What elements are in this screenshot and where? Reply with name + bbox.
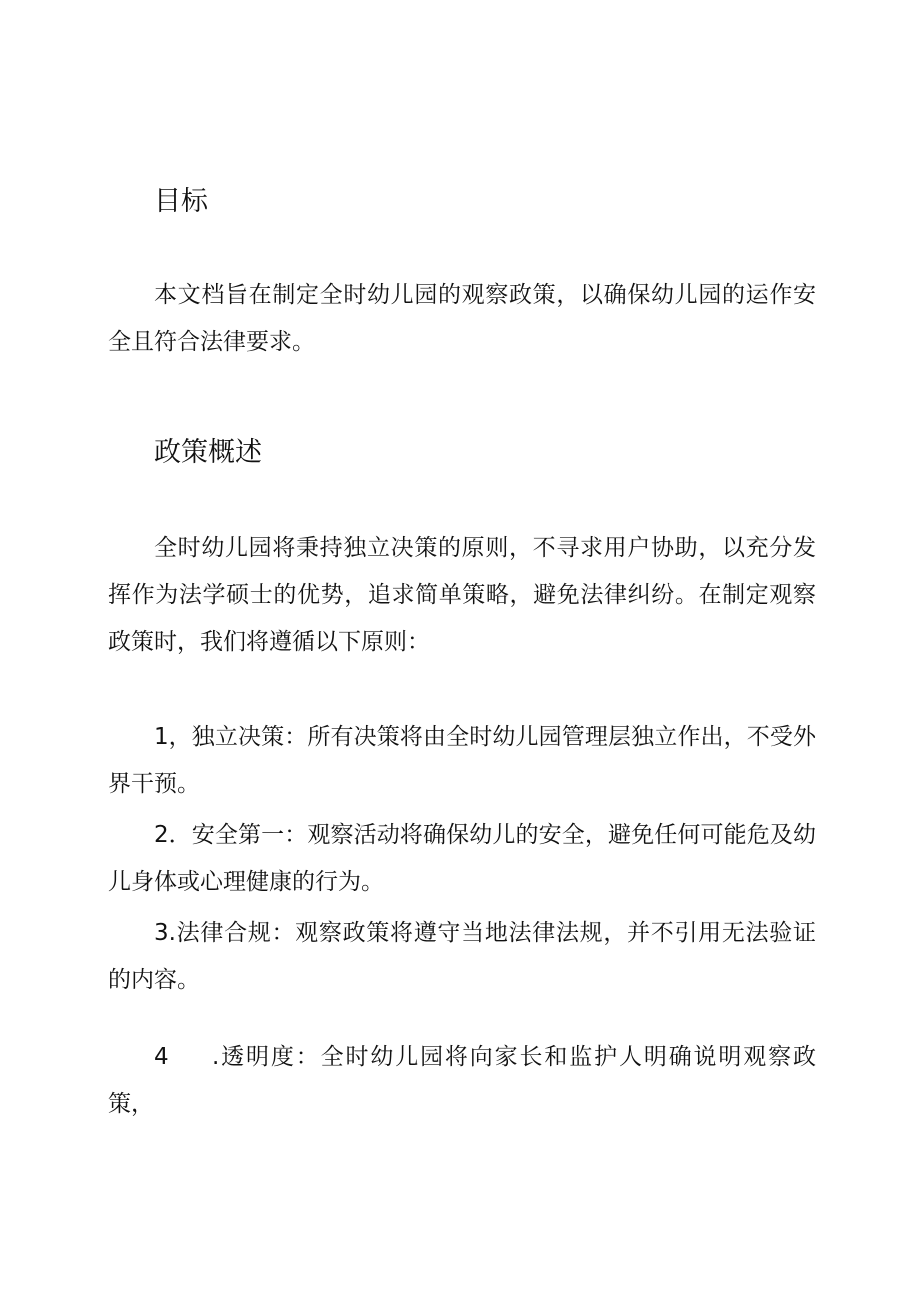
goal-paragraph: 本文档旨在制定全时幼儿园的观察政策，以确保幼儿园的运作安全且符合法律要求。 <box>108 282 816 355</box>
principle-text: 法律合规：观察政策将遵守当地法律法规，并不引用无法验证的内容。 <box>108 920 816 993</box>
principle-text: 独立决策：所有决策将由全时幼儿园管理层独立作出，不受外界干预。 <box>108 724 816 797</box>
overview-paragraph: 全时幼儿园将秉持独立决策的原则，不寻求用户协助，以充分发挥作为法学硕士的优势，追求简单策略，避免法律纠纷。在制定观察政策时，我们将遵循以下原则： <box>108 535 816 655</box>
principle-text: .透明度：全时幼儿园将向家长和监护人明确说明观察政策， <box>108 1044 816 1117</box>
overview-heading: 政策概述 <box>154 437 262 468</box>
goal-heading: 目标 <box>154 186 208 217</box>
principle-item-3 <box>108 910 816 1004</box>
principle-number: 2． <box>154 822 192 848</box>
principle-number: 4 <box>154 1044 169 1070</box>
principle-text: 安全第一：观察活动将确保幼儿的安全，避免任何可能危及幼儿身体或心理健康的行为。 <box>108 822 816 895</box>
principle-item-2 <box>108 812 816 906</box>
principle-item-4 <box>108 1034 816 1128</box>
principle-item-1 <box>108 714 816 808</box>
principle-number: 3. <box>154 920 176 946</box>
principle-number: 1， <box>154 724 192 750</box>
